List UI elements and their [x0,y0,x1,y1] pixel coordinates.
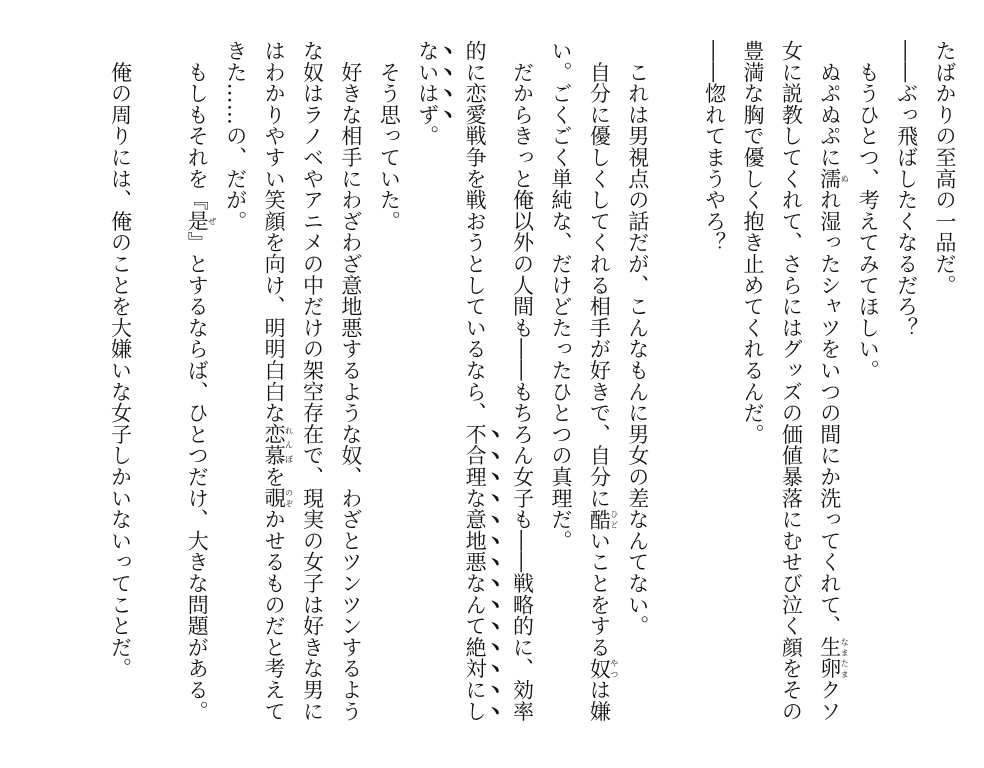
paragraph-12-text: 俺の周りには、俺のことを大嫌いな女子しかいないってことだ。 [108,40,133,679]
ruby-yatsu-base: 奴 [587,657,612,680]
paragraph-11-post: 』とするならば、ひとつだけ、大きな問題がある。 [185,231,210,722]
ruby-namatama-reading: なまたま [840,636,850,680]
paragraph-9 [370,40,408,730]
paragraph-10-mid: を [262,466,287,488]
ruby-namatama-base: 生卵 [817,636,842,680]
ruby-renbo-reading: れんぼ [284,423,294,466]
paragraph-8-pre: だからきっと俺以外の人間も――もちろん女子も――戦略的に、効率的に恋愛戦争を戦おうとしているなら、 [463,40,535,722]
ruby-ze-base: 是 [185,210,210,232]
ruby-nozo-base: 覗 [262,487,287,509]
paragraph-7 [542,40,619,730]
paragraph-6 [618,40,656,730]
ruby-ze [185,210,217,232]
paragraph-3 [849,40,887,730]
ruby-hido-reading: ひど [609,508,619,530]
ruby-hido [587,508,619,530]
paragraph-1-text: たばかりの至高の一品だ。 [933,40,957,296]
paragraph-6-text: これは男視点の話だが、こんなもんに男女の差なんてない。 [625,40,650,637]
paragraph-2-text: ――ぶっ飛ばしたくなるだろ？ [894,40,919,339]
paragraph-9-text: そう思っていた。 [377,40,402,232]
ruby-nu [817,167,850,190]
ruby-nozo-reading: のぞ [284,487,294,509]
paragraph-4b-post: クソ女に説教してくれて、さらにはグッズの価値暴落にむせび泣く顔をその豊満な胸で優しく抱き止めてくれるんだ。 [740,40,842,722]
paragraph-11 [178,40,216,730]
ruby-renbo-base: 恋慕 [262,423,287,467]
paragraph-12 [101,40,139,730]
ruby-hido-base: 酷 [587,508,612,530]
ruby-namatama [817,636,850,680]
paragraph-5-text: ――惚れてまうやろ？ [702,40,727,253]
paragraph-7-pre: 自分に優しくしてくれる相手が好きで、自分に [587,40,612,509]
paragraph-10 [216,40,370,730]
ruby-renbo [262,423,294,467]
vertical-text-body [101,40,964,730]
paragraph-10-post: かせるものだと考えてきた……の、だが。 [223,40,287,722]
paragraph-5 [695,40,733,730]
paragraph-4-post: れ湿ったシャツをいつの間にか洗ってくれて、 [817,189,842,637]
ruby-nozo [262,487,294,509]
paragraph-11-pre: もしもそれを『 [185,40,210,211]
paragraph-4-pre: ぬぷぬぷに [817,40,842,168]
ruby-yatsu-reading: やつ [609,657,619,680]
paragraph-2 [887,40,925,730]
paragraph-4 [734,40,849,730]
emphasis-dots-text: 不合理な意地悪なんて絶対にしないはず [415,40,488,722]
paragraph-8 [408,40,541,730]
paragraph-8-post: 。 [415,125,440,147]
ruby-nu-reading: ぬ [840,167,850,190]
ruby-ze-reading: ぜ [207,210,217,232]
paragraph-7-post: は嫌い。ごくごく単純な、だけどたったひとつの真理だ。 [548,40,612,722]
paragraph-3-text: もうひとつ、考えてみてほしい。 [856,40,881,381]
paragraph-7-mid: いことをする [587,529,612,658]
ruby-yatsu [587,657,619,680]
paragraph-1 [926,40,964,730]
paragraph-10-text: 好きな相手にわざわざ意地悪するような奴、わざとツンツンするような奴はラノベやアニメの中だけの架空存在で、現実の女子は好きな男にはわかりやすい笑顔を向け、明明白白な [262,40,363,722]
ruby-nu-base: 濡 [817,167,842,190]
